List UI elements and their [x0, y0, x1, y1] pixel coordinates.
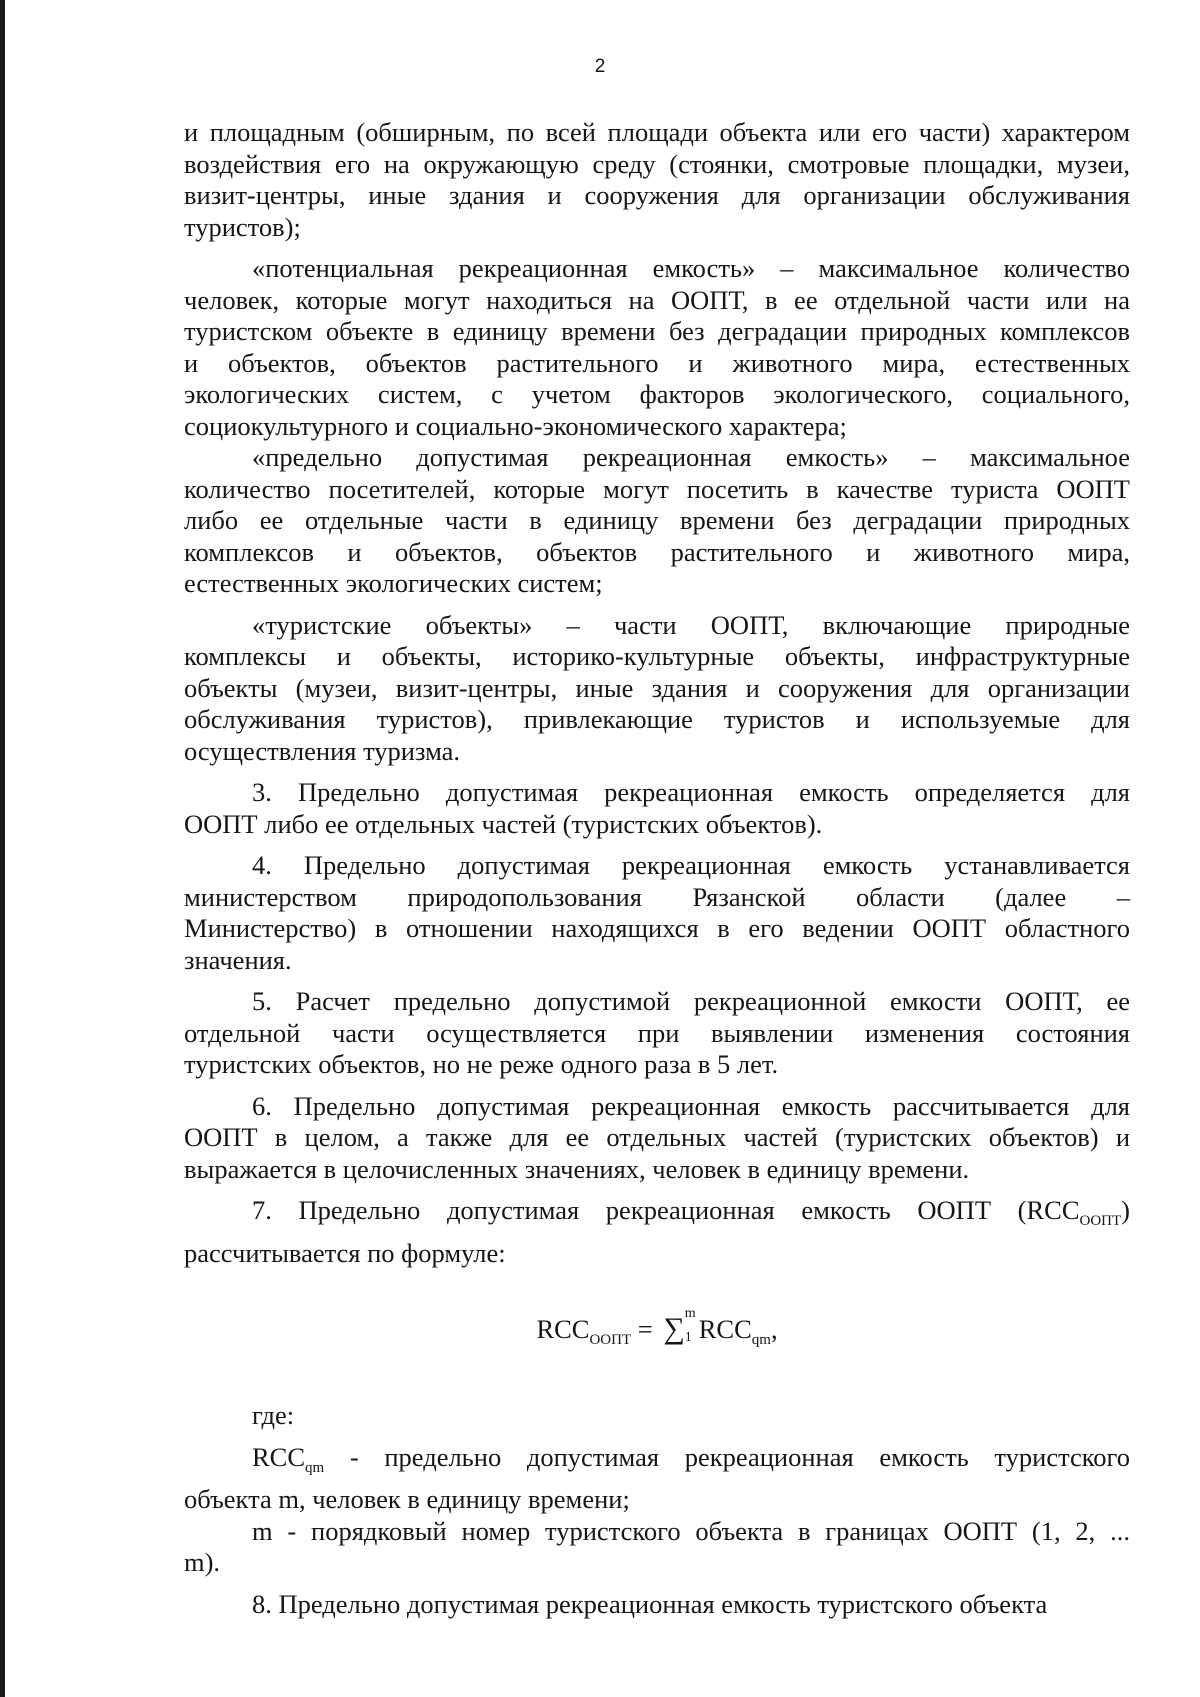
text-line: Министерство) в отношении находящихся в его ведении ООПТ областного: [184, 913, 1130, 943]
text-span: 7. Предельно допустимая рекреационная емкость ООПТ (: [252, 1195, 1027, 1225]
symbol-rcc: RCC: [1026, 1195, 1080, 1225]
text-line: значения.: [184, 944, 292, 975]
text-line: «туристские объекты» – части ООПТ, включающие природные: [252, 609, 1130, 640]
text-line: министерством природопользования Рязанской области (далее –: [184, 881, 1130, 912]
paragraph-item-7: [184, 1195, 1130, 1269]
paragraph-item-5: [184, 986, 1130, 1081]
paragraph-item-8: [184, 1589, 1130, 1621]
sigma-lower-limit: 1: [684, 1329, 692, 1345]
text-line: туристском объекте в единицу времени без деградации природных комплексов: [184, 316, 1130, 346]
text-line: объекты (музеи, визит-центры, иные здания и сооружения для организации: [184, 672, 1130, 703]
text-line: комплексы и объекты, историко-культурные объекты, инфраструктурные: [184, 641, 1130, 671]
formula-rhs-subscript: qm: [751, 1332, 771, 1348]
text-line: объекта m, человек в единицу времени;: [184, 1484, 630, 1514]
text-line: либо ее отдельные части в единицу времени без деградации природных: [184, 505, 1130, 535]
sigma-limits: [684, 1305, 696, 1347]
text-line: 5. Расчет предельно допустимой рекреационной емкости ООПТ, ее: [252, 986, 1130, 1016]
paragraph-continuation: [184, 117, 1130, 243]
text-line: экологических систем, с учетом факторов экологического, социального,: [184, 379, 1130, 409]
paragraph-definition-tourist-objects: [184, 610, 1130, 768]
text-line: выражается в целочисленных значениях, человек в единицу времени.: [184, 1153, 970, 1184]
text-line: и площадным (обширным, по всей площади объекта или его части) характером: [184, 117, 1130, 147]
formula-lhs-subscript: ООПТ: [589, 1332, 632, 1348]
paragraph-item-3: [184, 777, 1130, 840]
text-line: и объектов, объектов растительного и животного мира, естественных: [184, 347, 1130, 378]
text-line: [184, 1442, 1130, 1485]
text-line: социокультурного и социально-экономического характера;: [184, 410, 847, 441]
text-line: «предельно допустимая рекреационная емкость» – максимальное: [252, 442, 1130, 472]
text-line: обслуживания туристов), привлекающие туристов и используемые для: [184, 704, 1130, 734]
text-line: визит-центры, иные здания и сооружения для организации обслуживания: [184, 180, 1130, 210]
text-line: 8. Предельно допустимая рекреационная емкость туристского объекта: [252, 1588, 1048, 1619]
paragraph-item-4: [184, 850, 1130, 976]
subscript: qm: [305, 1459, 325, 1476]
paragraph-definition-potential: [184, 253, 1130, 442]
text-line: туристских объектов, но не реже одного раза в 5 лет.: [184, 1049, 779, 1079]
text-line: туристов);: [184, 211, 301, 242]
text-line: 6. Предельно допустимая рекреационная емкость рассчитывается для: [252, 1090, 1130, 1121]
text-span: - предельно допустимая рекреационная емкость туристского: [324, 1441, 1130, 1472]
symbol-rcc: RCC: [252, 1441, 306, 1472]
formula: [184, 1305, 1130, 1360]
scan-edge: [0, 0, 5, 1697]
text-line: 4. Предельно допустимая рекреационная емкость устанавливается: [252, 850, 1130, 880]
text-line: естественных экологических систем;: [184, 568, 603, 598]
text-line: m).: [184, 1547, 221, 1577]
document-body: [184, 117, 1130, 1620]
paragraph-definition-max-allowed: [184, 442, 1130, 600]
summation: [663, 1305, 696, 1349]
formula-lhs: RCC: [536, 1314, 590, 1344]
text-line: отдельной части осуществляется при выявлении изменения состояния: [184, 1017, 1130, 1048]
text-span: ): [1121, 1195, 1130, 1225]
text-line: осуществления туризма.: [184, 735, 461, 766]
text-line: 3. Предельно допустимая рекреационная емкость определяется для: [252, 777, 1130, 807]
text-line: ООПТ либо ее отдельных частей (туристских объектов).: [184, 808, 823, 839]
text-line: человек, которые могут находиться на ООПТ, в ее отдельной части или на: [184, 284, 1130, 315]
text-line: количество посетителей, которые могут посетить в качестве туриста ООПТ: [184, 473, 1130, 504]
text-line: комплексов и объектов, объектов растительного и животного мира,: [184, 536, 1130, 567]
text-line: m - порядковый номер туристского объекта в границах ООПТ (1, 2, ...: [252, 1515, 1130, 1546]
formula-equals: =: [631, 1314, 660, 1344]
text-line: воздействия его на окружающую среду (стоянки, смотровые площадки, музеи,: [184, 148, 1130, 179]
sigma-symbol: ∑: [663, 1312, 685, 1345]
text-line: [184, 1195, 1130, 1238]
formula-tail: ,: [770, 1314, 778, 1344]
sigma-upper-limit: m: [684, 1305, 696, 1321]
text-line: «потенциальная рекреационная емкость» – максимальное количество: [252, 253, 1130, 283]
text-line: рассчитывается по формуле:: [184, 1237, 506, 1268]
where-label: где:: [252, 1400, 295, 1430]
paragraph-item-6: [184, 1091, 1130, 1186]
text-line: ООПТ в целом, а также для ее отдельных частей (туристских объектов) и: [184, 1122, 1130, 1152]
formula-rhs: RCC: [698, 1314, 752, 1344]
definitions-block: [184, 1400, 1130, 1579]
page-number: 2: [594, 56, 606, 77]
subscript: ООПТ: [1079, 1213, 1122, 1229]
